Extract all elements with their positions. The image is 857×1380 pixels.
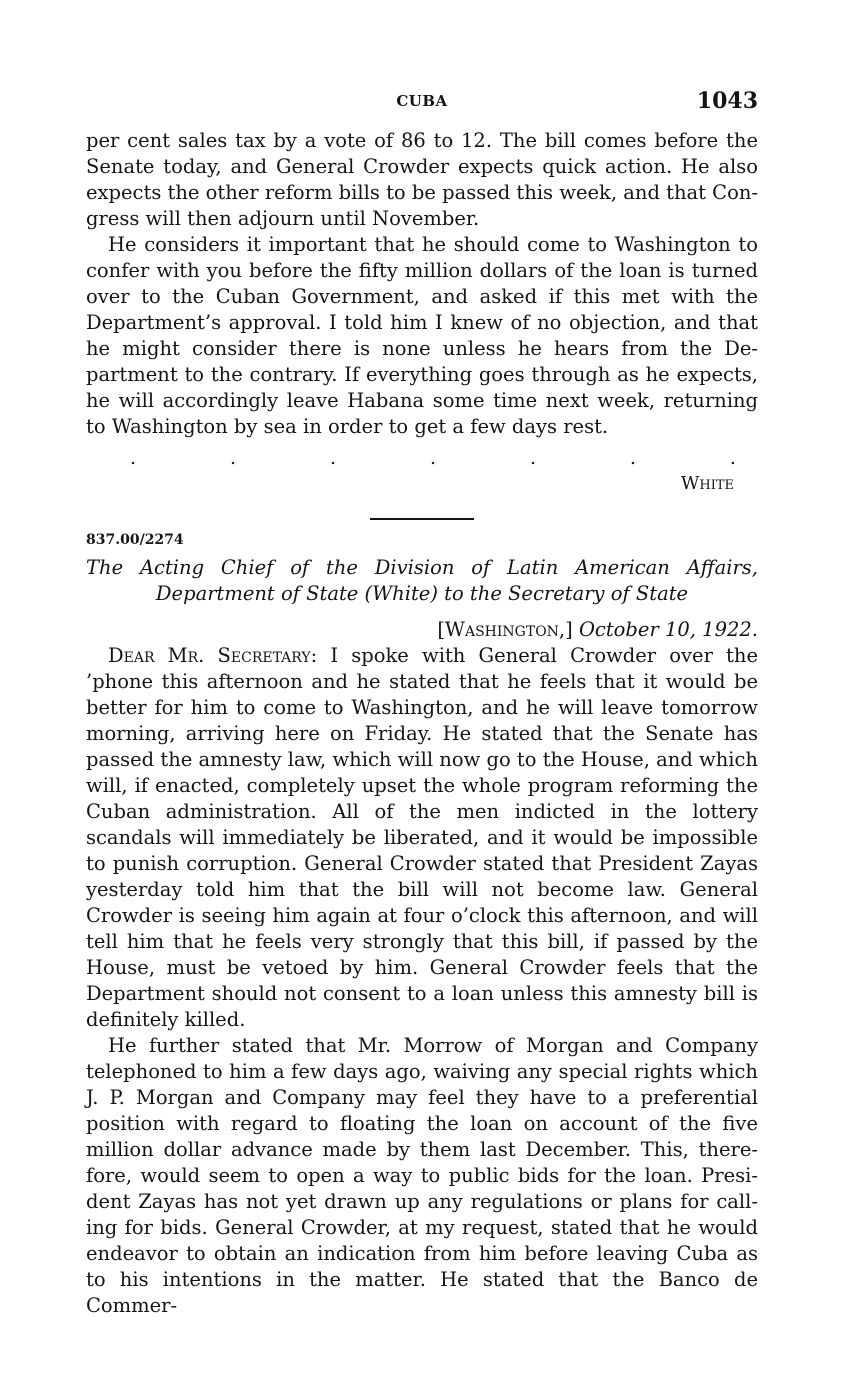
salutation: Dear Mr. Secretary: bbox=[108, 644, 318, 667]
ellipsis-omission bbox=[86, 448, 758, 468]
dateline-place: [Washington,] bbox=[437, 618, 573, 641]
paragraph-continued: per cent sales tax by a vote of 86 to 12. The bill comes before the Senate today, and General Crowder expects quick action. He also expects the other reform bills to be passed this week, and that Congress will then adjourn until November. bbox=[86, 129, 758, 230]
paragraph-washington-visit: He considers it important that he should come to Washington to confer with you before the fifty million dollars of the loan is turned over to the Cuban Government, and asked if this met with the Department’s approval. I told him I knew of no objection, and that he might consider there is none unless he hears from the Department to the contrary. If everything goes through as he expects, he will accordingly leave Habana some time next week, returning to Washington by sea in order to get a few days rest. bbox=[86, 233, 758, 438]
section-divider bbox=[370, 518, 474, 520]
document-title: The Acting Chief of the Division of Latin American Affairs, Department of State (White) to the Secretary of State bbox=[86, 556, 758, 605]
running-head: CUBA bbox=[396, 92, 448, 110]
letter-second-paragraph: He further stated that Mr. Morrow of Morgan and Company telephoned to him a few days ago, waiving any special rights which J. P. Morgan and Company may feel they have to a preferential position with regard to floating the loan on account of the five million dollar advance made by them last December. This, therefore, would seem to open a way to public bids for the loan. President Zayas has not yet drawn up any regulations or plans for calling for bids. General Crowder, at my request, stated that he would endeavor to obtain an indication from him before leaving Cuba as to his intentions in the matter. He stated that the Banco de Commer- bbox=[86, 1034, 758, 1317]
file-number: 837.00/2274 bbox=[86, 532, 184, 548]
dateline bbox=[86, 617, 758, 643]
ellipsis-dot: . bbox=[329, 447, 337, 469]
dateline-date: October 10, 1922. bbox=[578, 618, 758, 641]
page-body bbox=[86, 128, 758, 1319]
ellipsis-dot: . bbox=[729, 447, 736, 469]
letter-first-paragraph bbox=[86, 643, 758, 1033]
ellipsis-dot: . bbox=[429, 447, 436, 469]
ellipsis-dot: . bbox=[629, 447, 636, 469]
ellipsis-dot: . bbox=[229, 447, 237, 469]
letter-first-paragraph-text: I spoke with General Crowder over the ’phone this afternoon and he stated that he feels that it would be better for him to come to Washington, and he will leave tomorrow morning, arriving here on Friday. He stated that the Senate has passed the amnesty law, which will now go to the House, and which will, if enacted, completely upset the whole program reforming the Cuban administration. All of the men indicted in the lottery scandals will immediately be liberated, and it would be impossible to punish corruption. General Crowder stated that President Zayas yesterday told him that the bill will not become law. General Crowder is seeing him again at four o’clock this afternoon, and will tell him that he feels very strongly that this bill, if passed by the House, must be vetoed by him. General Crowder feels that the Department should not consent to a loan unless this amnesty bill is definitely killed. bbox=[86, 644, 758, 1031]
ellipsis-dot: . bbox=[529, 447, 536, 469]
ellipsis-dot: . bbox=[130, 447, 137, 469]
page-header bbox=[86, 88, 758, 120]
signature: White bbox=[680, 473, 734, 494]
page-number: 1043 bbox=[696, 88, 758, 114]
